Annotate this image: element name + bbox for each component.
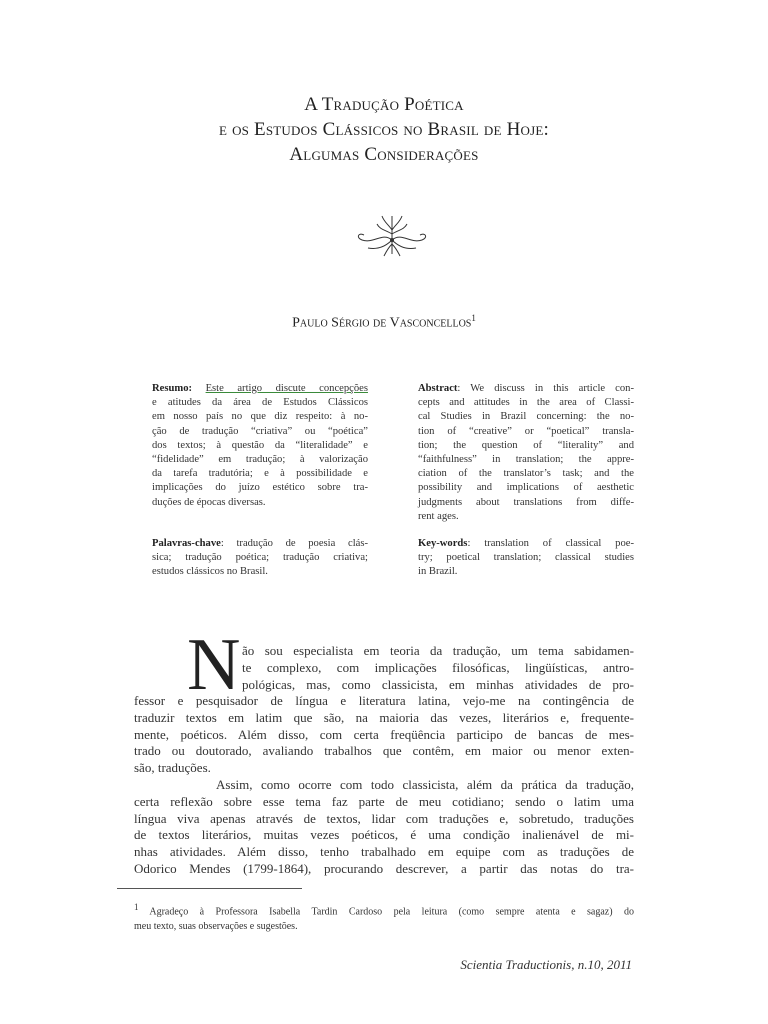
body-line: mente, poéticos. Além disso, com certa freqüência participo de bancas de mes-: [134, 726, 634, 742]
body-paragraph-1: [134, 693, 634, 777]
resumo-label: Resumo:: [152, 383, 193, 394]
palavras-chave-label: Palavras-chave: [152, 538, 221, 549]
palavras-chave-line: sica; tradução poética; tradução criativa;: [152, 552, 368, 564]
article-title: [0, 92, 768, 167]
footnote-divider: [117, 888, 302, 889]
resumo-line: dos textos; à questão da “literalidade” e: [152, 439, 368, 451]
resumo-line: “fidelidade” em tradução; à valorização: [152, 454, 368, 466]
body-line: língua viva apenas através de textos, lidar com traduções e, sobretudo, traduções: [134, 810, 634, 826]
body-line: ão sou especialista em teoria da tradução, um tema sabidamen-: [242, 643, 634, 658]
resumo-line: em nosso país no que diz respeito: à no-: [152, 411, 368, 423]
abstract-line: cepts and attitudes in the area of Classi-: [418, 397, 634, 409]
resumo-line: ção de tradução “criativa” ou “poética”: [152, 425, 368, 437]
palavras-chave-block: [152, 537, 368, 580]
keywords-line: : translation of classical poe-: [467, 538, 634, 549]
resumo-line: duções de épocas diversas.: [152, 496, 266, 508]
footnote: [134, 900, 634, 934]
journal-citation: Scientia Traductionis, n.10, 2011: [460, 957, 632, 972]
author-name: Paulo Sérgio de Vasconcellos: [292, 315, 472, 331]
title-line-1: A Tradução Poética: [304, 94, 464, 115]
body-line: de textos literários, muitas vezes poéticos, é uma condição inalienável de mi-: [134, 827, 634, 843]
footnote-mark: 1: [134, 902, 139, 912]
abstract-line: judgments about translations from diffe-: [418, 496, 634, 508]
body-line: traduzir textos em latim que são, na maioria das vezes, literários e, frequente-: [134, 709, 634, 725]
body-paragraph-2: [134, 777, 634, 878]
footnote-line: Agradeço à Professora Isabella Tardin Cardoso pela leitura (como sempre atenta e sagaz) do: [138, 906, 634, 918]
body-line: nhas atividades. Além disso, tenho trabalhado em equipe com as traduções de: [134, 844, 634, 860]
abstract-line: cal Studies in Brazil concerning: the no-: [418, 411, 634, 423]
drop-cap: N: [187, 624, 241, 706]
footnote-line: meu texto, suas observações e sugestões.: [134, 921, 298, 933]
body-line: Odorico Mendes (1799-1864), procurando descrever, a partir das notas do tra-: [134, 860, 634, 876]
title-line-3: Algumas Considerações: [289, 144, 479, 165]
resumo-highlight: Este artigo discute concepções: [205, 383, 368, 394]
abstract-label: Abstract: [418, 383, 458, 394]
fleuron-ornament-icon: [352, 210, 432, 258]
abstract-line: : We discuss in this article con-: [457, 383, 634, 394]
body-line: certa reflexão sobre esse tema faz parte de meu cotidiano; sendo o latim uma: [134, 793, 634, 809]
keywords-block: [418, 537, 634, 580]
abstract-line: tion; the question of “literality” and: [418, 439, 634, 451]
abstract-line: ciation of the translator’s task; and the: [418, 468, 634, 480]
abstract-block: [418, 382, 634, 524]
body-line: trado ou doutorado, avaliando trabalhos que contêm, em maior ou menor exten-: [134, 743, 634, 759]
resumo-line: da tarefa tradutória; e à possibilidade e: [152, 468, 368, 480]
author-footnote-mark: 1: [471, 313, 476, 323]
body-line: pológicas, mas, como classicista, em minhas atividades de pro-: [242, 676, 634, 692]
body-line: fessor e pesquisador de língua e literatura latina, vejo-me na contingência de: [134, 693, 634, 708]
keywords-label: Key-words: [418, 538, 468, 549]
abstract-line: rent ages.: [418, 510, 459, 522]
abstract-line: possibility and implications of aesthetic: [418, 482, 634, 494]
resumo-block: [152, 382, 368, 510]
abstract-line: “faithfulness” in translation; the appre-: [418, 454, 634, 466]
palavras-chave-line: : tradução de poesia clás-: [220, 538, 368, 549]
abstract-line: tion of “creative” or “poetical” transla-: [418, 425, 634, 437]
palavras-chave-line: estudos clássicos no Brasil.: [152, 566, 268, 578]
body-intro: [242, 643, 634, 693]
resumo-line: e atitudes da área de Estudos Clássicos: [152, 397, 368, 409]
body-line: te complexo, com implicações filosóficas, lingüísticas, antro-: [242, 659, 634, 675]
keywords-line: in Brazil.: [418, 566, 458, 578]
body-line: Assim, como ocorre com todo classicista, além da prática da tradução,: [216, 777, 634, 792]
keywords-line: try; poetical translation; classical studies: [418, 552, 634, 564]
resumo-line: implicações do juízo estético sobre tra-: [152, 482, 368, 494]
title-line-2: e os Estudos Clássicos no Brasil de Hoje:: [219, 119, 549, 140]
author-line: [0, 313, 768, 332]
body-line: são, traduções.: [134, 760, 211, 776]
